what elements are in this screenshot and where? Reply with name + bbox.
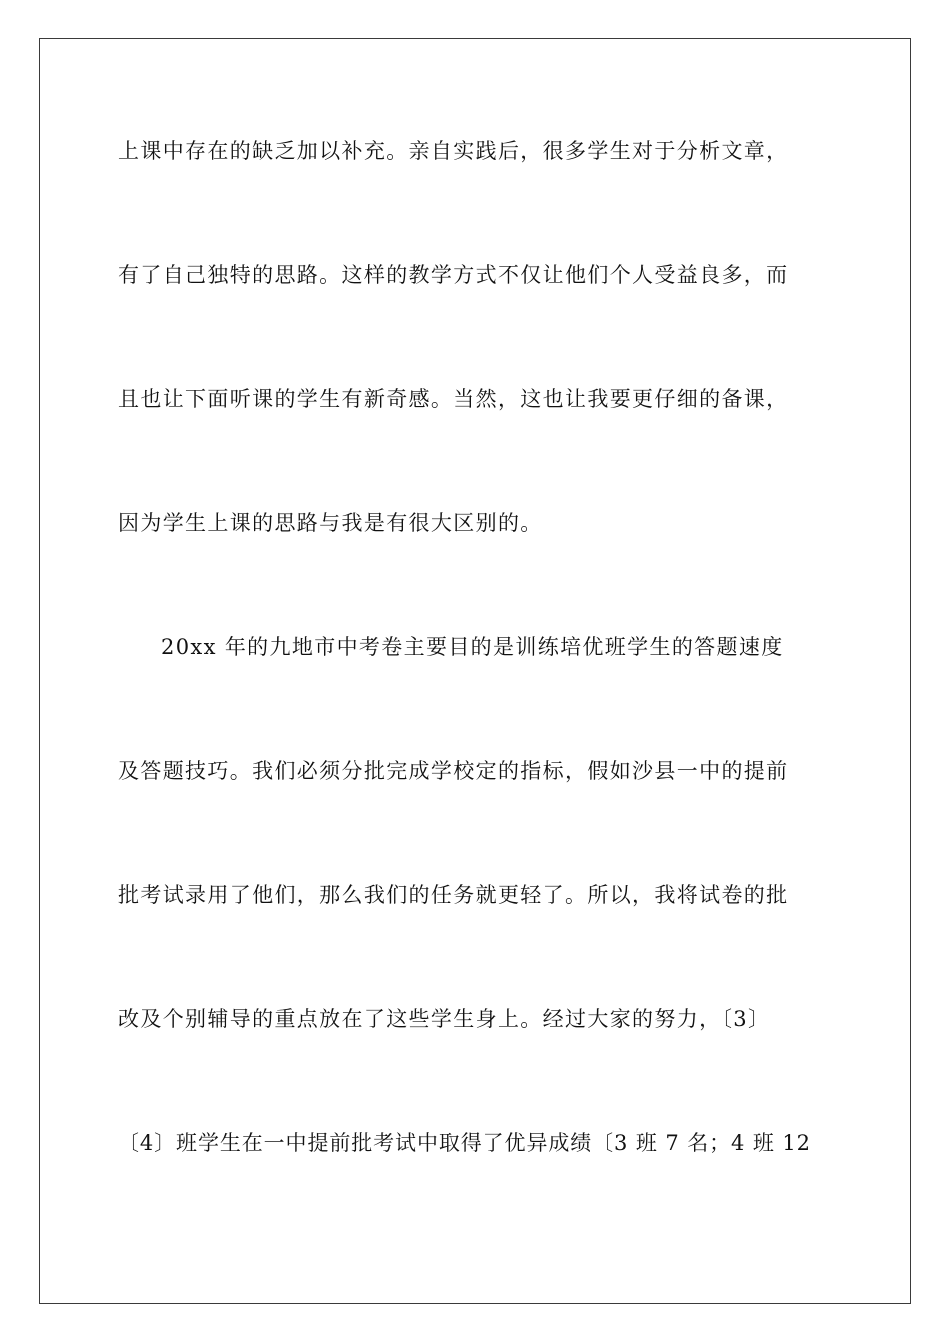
text-line-8: 改及个别辅导的重点放在了这些学生身上。经过大家的努力，〔3〕 (118, 1007, 771, 1031)
text-line-6: 及答题技巧。我们必须分批完成学校定的指标，假如沙县一中的提前 (118, 759, 789, 783)
paragraph-start-line: 20xx 年的九地市中考卷主要目的是训练培优班学生的答题速度 (161, 635, 784, 659)
text-line-9: 〔4〕班学生在一中提前批考试中取得了优异成绩〔3 班 7 名；4 班 12 (118, 1131, 811, 1155)
page-border (39, 38, 911, 1304)
text-line-4: 因为学生上课的思路与我是有很大区别的。 (118, 511, 543, 535)
text-line-3: 且也让下面听课的学生有新奇感。当然，这也让我要更仔细的备课， (118, 387, 789, 411)
text-line-7: 批考试录用了他们，那么我们的任务就更轻了。所以，我将试卷的批 (118, 883, 789, 907)
text-line-1: 上课中存在的缺乏加以补充。亲自实践后，很多学生对于分析文章， (118, 139, 789, 163)
text-line-2: 有了自己独特的思路。这样的教学方式不仅让他们个人受益良多，而 (118, 263, 789, 287)
